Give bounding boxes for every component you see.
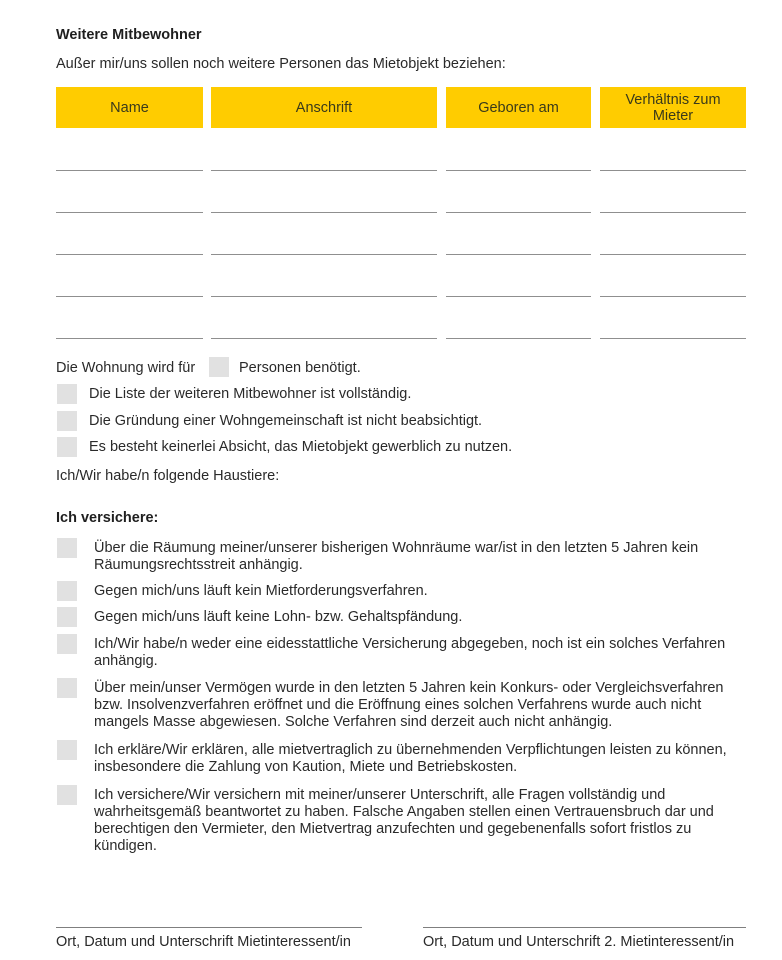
cell-relationship-field[interactable] <box>600 338 746 339</box>
cell-name-field[interactable] <box>56 296 203 297</box>
signature-label-1: Ort, Datum und Unterschrift Mietinteressent/in <box>56 934 351 950</box>
checkbox[interactable] <box>57 411 77 431</box>
checkbox[interactable] <box>57 678 77 698</box>
signature-line-2[interactable] <box>423 927 746 928</box>
column-header-relationship: Verhältnis zum Mieter <box>600 87 746 128</box>
cell-name-field[interactable] <box>56 338 203 339</box>
checkbox[interactable] <box>57 607 77 627</box>
assurance-label: Über mein/unser Vermögen wurde in den letzten 5 Jahren kein Konkurs- oder Vergleichsverfahren bzw. Insolvenzverfahren eröffnet und die Eröffnung eines solchen Verfahrens wurde auch nicht mangels Masse abgewiesen. Solche Verfahren sind derzeit auch nicht anhängig. <box>94 680 724 730</box>
cell-name-field[interactable] <box>56 254 203 255</box>
column-header-birthdate: Geboren am <box>446 87 591 128</box>
cell-address-field[interactable] <box>211 296 437 297</box>
assurance-label: Gegen mich/uns läuft kein Mietforderungsverfahren. <box>94 583 428 599</box>
checkbox[interactable] <box>57 634 77 654</box>
checkbox[interactable] <box>57 740 77 760</box>
persons-count-field[interactable] <box>209 357 229 377</box>
cell-address-field[interactable] <box>211 212 437 213</box>
assurance-label: Ich erkläre/Wir erklären, alle mietvertraglich zu übernehmenden Verpflichtungen leisten zu können, insbesondere die Zahlung von Kaution, Miete und Betriebskosten. <box>94 742 727 775</box>
checkbox[interactable] <box>57 538 77 558</box>
cell-address-field[interactable] <box>211 338 437 339</box>
persons-suffix: Personen benötigt. <box>239 360 361 376</box>
cell-relationship-field[interactable] <box>600 296 746 297</box>
cell-birthdate-field[interactable] <box>446 170 591 171</box>
check-label: Die Gründung einer Wohngemeinschaft ist nicht beabsichtigt. <box>89 413 483 429</box>
checkbox[interactable] <box>57 581 77 601</box>
intro-text: Außer mir/uns sollen noch weitere Personen das Mietobjekt beziehen: <box>56 56 506 72</box>
persons-prefix: Die Wohnung wird für <box>56 360 196 376</box>
cell-relationship-field[interactable] <box>600 212 746 213</box>
column-header-name: Name <box>56 87 203 128</box>
cell-birthdate-field[interactable] <box>446 212 591 213</box>
pets-label: Ich/Wir habe/n folgende Haustiere: <box>56 468 280 484</box>
column-header-address: Anschrift <box>211 87 437 128</box>
cell-birthdate-field[interactable] <box>446 296 591 297</box>
cell-address-field[interactable] <box>211 254 437 255</box>
checkbox[interactable] <box>57 437 77 457</box>
assurance-label: Ich/Wir habe/n weder eine eidesstattliche Versicherung abgegeben, noch ist ein solches Verfahren anhängig. <box>94 636 726 669</box>
cell-relationship-field[interactable] <box>600 170 746 171</box>
check-label: Es besteht keinerlei Absicht, das Mietobjekt gewerblich zu nutzen. <box>89 439 513 455</box>
cell-birthdate-field[interactable] <box>446 254 591 255</box>
assurance-label: Gegen mich/uns läuft keine Lohn- bzw. Gehaltspfändung. <box>94 609 463 625</box>
cell-name-field[interactable] <box>56 170 203 171</box>
check-label: Die Liste der weiteren Mitbewohner ist vollständig. <box>89 386 412 402</box>
cell-address-field[interactable] <box>211 170 437 171</box>
checkbox[interactable] <box>57 384 77 404</box>
signature-label-2: Ort, Datum und Unterschrift 2. Mietinteressent/in <box>423 934 735 950</box>
checkbox[interactable] <box>57 785 77 805</box>
assurance-title: Ich versichere: <box>56 510 159 526</box>
assurance-label: Über die Räumung meiner/unserer bisherigen Wohnräume war/ist in den letzten 5 Jahren kein Räumungsrechtsstreit anhängig. <box>94 540 699 573</box>
cell-birthdate-field[interactable] <box>446 338 591 339</box>
signature-line-1[interactable] <box>56 927 362 928</box>
cell-name-field[interactable] <box>56 212 203 213</box>
assurance-label: Ich versichere/Wir versichern mit meiner/unserer Unterschrift, alle Fragen vollständig und wahrheitsgemäß beantwortet zu haben. Falsche Angaben stellen einen Vertrauensbruch dar und berechtigen den Vermieter, den Mietvertrag anzufechten und gegebenenfalls sofort fristlos zu kündigen. <box>94 787 714 854</box>
cell-relationship-field[interactable] <box>600 254 746 255</box>
section-title: Weitere Mitbewohner <box>56 27 202 43</box>
